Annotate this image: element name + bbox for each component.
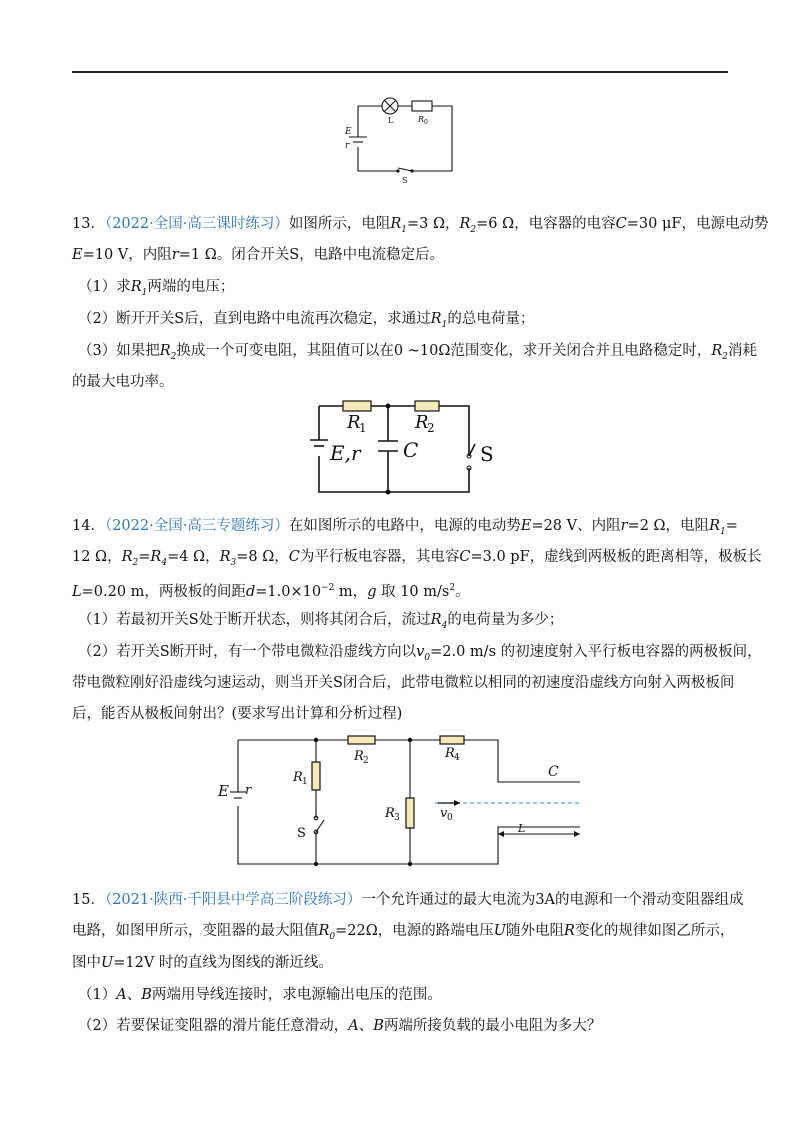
q13-part3-cont: 的最大电功率。: [72, 374, 174, 390]
label-R4-sub: 4: [454, 753, 460, 763]
label-R1: R: [293, 770, 303, 785]
label-L: L: [518, 822, 526, 835]
q13-part1: （1）求$R_1$两端的电压；: [78, 279, 235, 298]
q15-source[interactable]: （2021·陕西·千阳县中学高三阶段练习）: [104, 892, 362, 908]
q13-source[interactable]: （2022·全国·高三课时练习）: [104, 216, 289, 232]
label-R0-sub: 0: [424, 119, 428, 126]
q15-line3: 图中U=12V 时的直线为图线的渐近线。: [72, 955, 333, 971]
circuit-figure-14: [218, 732, 590, 870]
q14-part2-cont1: 带电微粒刚好沿虚线匀速运动，则当开关S闭合后，此带电微粒以相同的初速度沿虚线方向射入两极板间: [72, 675, 735, 691]
q13-part3: （3）如果把$R_2$换成一个可变电阻，其阻值可以在0 ~10Ω范围变化，求开关闭合并且电路稳定时，$R_2$消耗: [78, 343, 758, 362]
label-S: S: [402, 176, 408, 185]
q13-line2: E=10 V，内阻r=1 Ω。闭合开关S，电路中电流稳定后。: [72, 247, 445, 263]
label-R4: R: [445, 746, 455, 761]
label-R2: R: [415, 412, 429, 433]
label-E: E: [345, 127, 352, 137]
label-R2-sub: 2: [363, 756, 369, 766]
header-rule: [72, 71, 728, 73]
q15-line2: 电路，如图甲所示，变阻器的最大阻值$R_0=22\Omega$，电源的路端电压U随外电阻R变化的规律如图乙所示，: [72, 923, 735, 942]
q14-line3: L=0.20 m，两极板的间距$d=1.0\times 10^{-2}$ m，g 取 10 $m/s^2$。: [72, 583, 470, 600]
label-E: E: [218, 782, 229, 800]
label-R1-sub: 1: [302, 777, 308, 787]
q14-line1: 14．（2022·全国·高三专题练习）在如图所示的电路中，电源的电动势E=28 V、内阻r=2 Ω，电阻$R_1=$: [72, 518, 738, 537]
circuit-figure-lamp: [340, 92, 460, 185]
label-R2-sub: 2: [427, 421, 435, 435]
label-C: C: [548, 764, 559, 780]
label-r: r: [345, 141, 350, 151]
label-lamp: L: [388, 116, 394, 125]
label-v0: v: [440, 806, 448, 821]
label-Er: E,r: [330, 441, 361, 465]
q14-line2: 12 Ω，$R_2=R_4=4$ Ω，$R_3=8$ Ω，C为平行板电容器，其电容C=3.0 pF，虚线到两极板的距离相等，极板长: [72, 549, 762, 568]
q15-part1: （1）A、B两端用导线连接时，求电源输出电压的范围。: [78, 987, 442, 1003]
q13-part2: （2）断开开关S后，直到电路中电流再次稳定，求通过$R_1$的总电荷量；: [78, 311, 535, 330]
q14-part2: （2）若开关S断开时，有一个带电微粒沿虚线方向以$v_0=2.0$ m/s 的初速度射入平行板电容器的两极板间，: [78, 644, 762, 663]
label-r: r: [245, 783, 252, 798]
q14-part2-cont2: 后，能否从极板间射出？(要求写出计算和分析过程): [72, 706, 403, 722]
q13-line1: 13．（2022·全国·高三课时练习）如图所示，电阻$R_1=3$ Ω，$R_2=6$ Ω，电容器的电容C=30 μF，电源电动势: [72, 216, 769, 235]
label-R3: R: [385, 806, 395, 821]
q15-line1: 15．（2021·陕西·千阳县中学高三阶段练习）一个允许通过的最大电流为3A的电源和一个滑动变阻器组成: [72, 892, 744, 908]
label-R3-sub: 3: [394, 813, 400, 823]
q14-part1: （1）若最初开关S处于断开状态，则将其闭合后，流过$R_4$的电荷量为多少；: [78, 612, 564, 631]
label-R0: R: [418, 115, 425, 124]
label-R1: R: [347, 412, 361, 433]
label-R2: R: [354, 749, 364, 764]
q15-part2: （2）若要保证变阻器的滑片能任意滑动，A、B两端所接负载的最小电阻为多大？: [78, 1018, 602, 1034]
label-C: C: [403, 438, 419, 462]
label-S: S: [480, 442, 494, 466]
label-S: S: [297, 826, 306, 841]
label-v0-sub: 0: [447, 813, 453, 823]
q14-source[interactable]: （2022·全国·高三专题练习）: [104, 518, 289, 534]
circuit-figure-13: [315, 396, 515, 496]
label-R1-sub: 1: [359, 421, 367, 435]
